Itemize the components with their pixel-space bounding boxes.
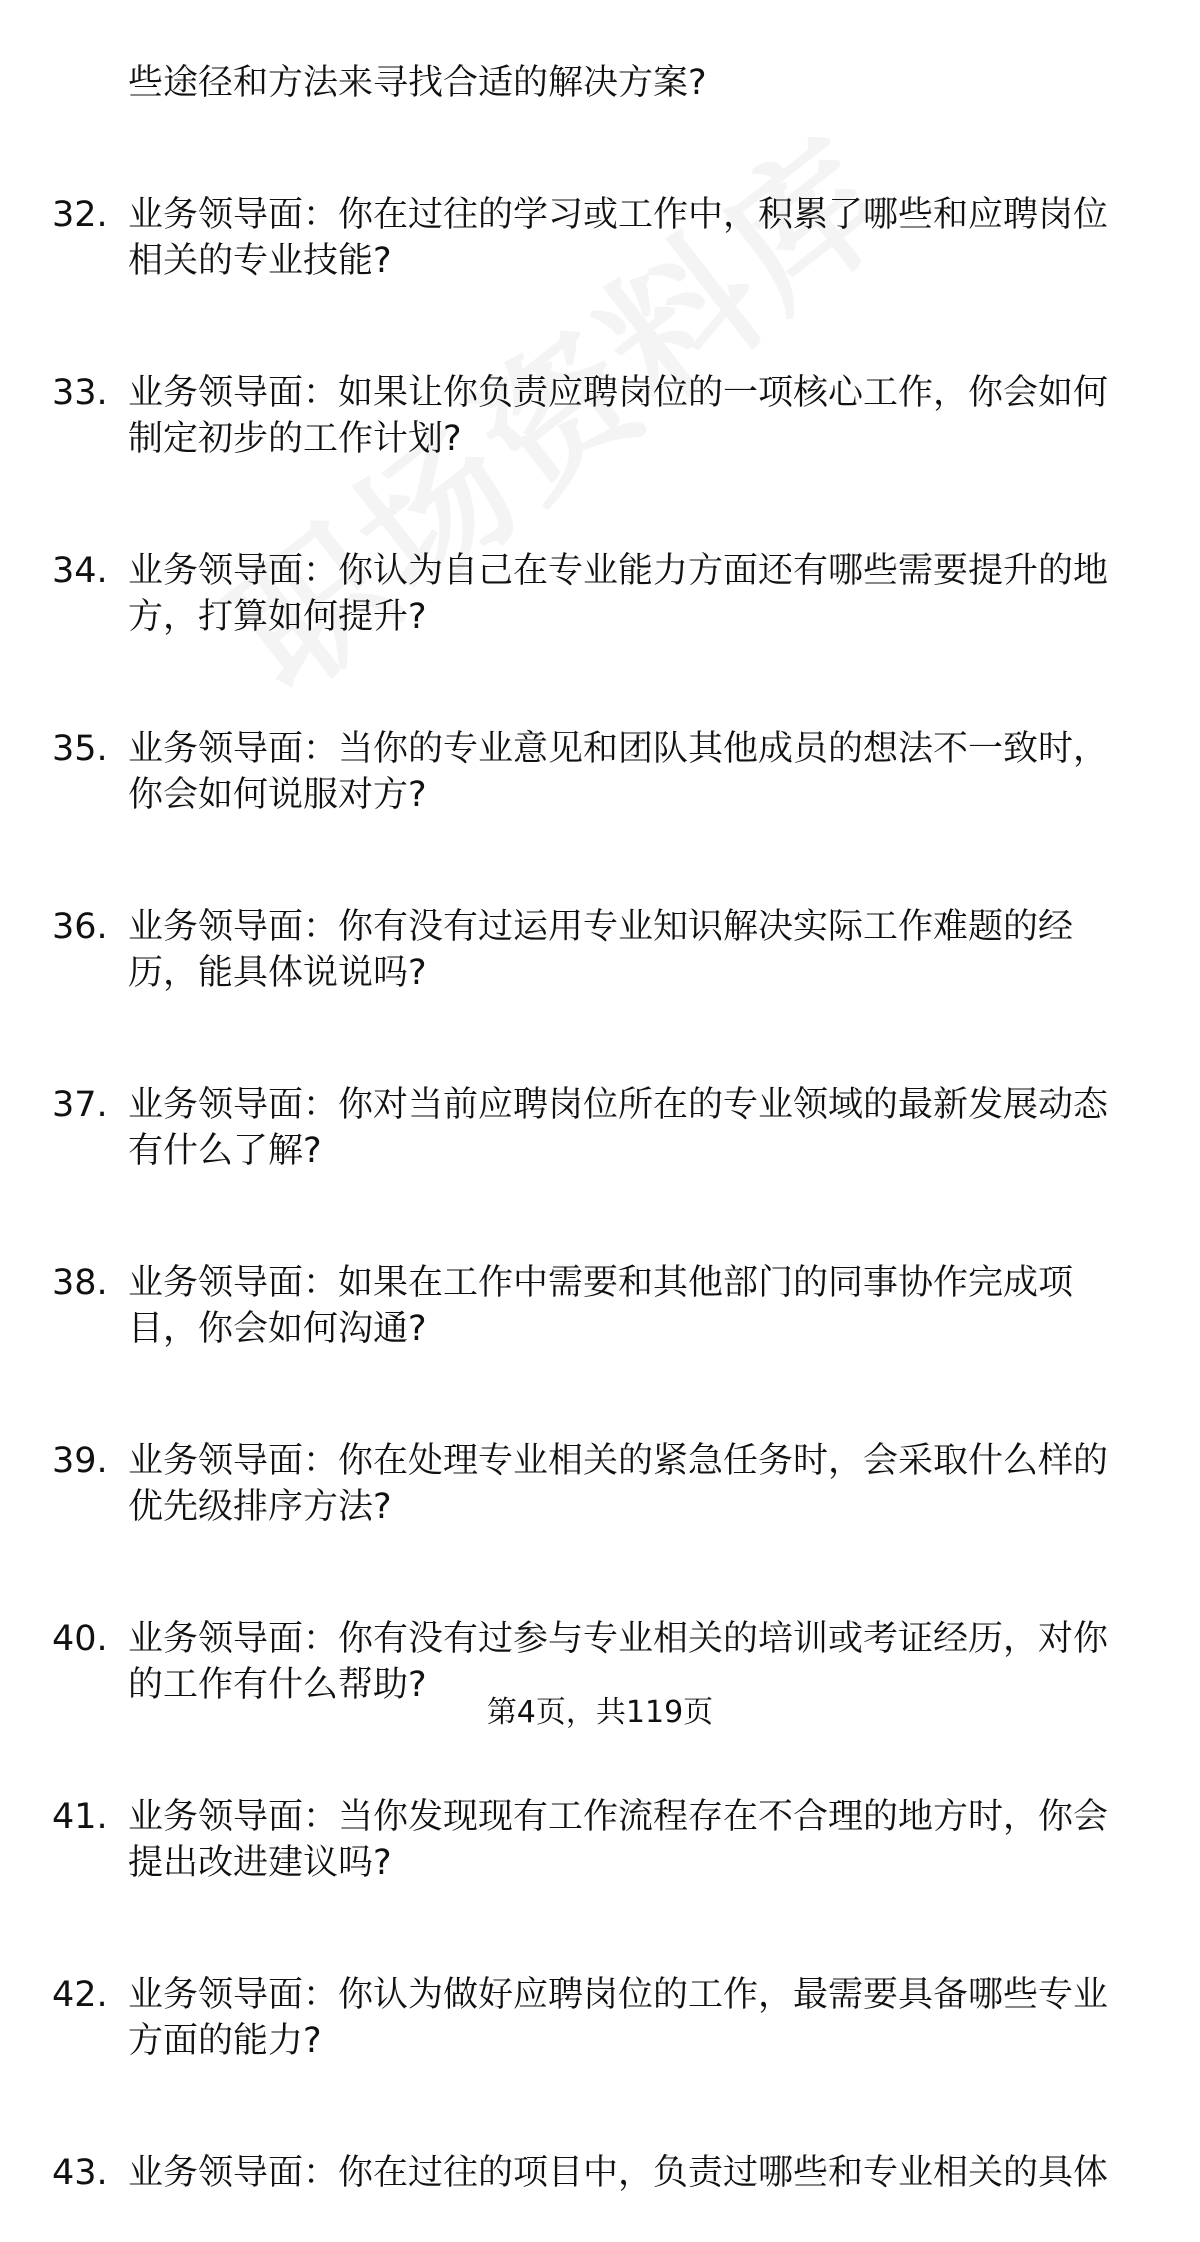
question-text-line: 业务领导面：如果在工作中需要和其他部门的同事协作完成项 (128, 1263, 1074, 1303)
question-text-line: 目，你会如何沟通? (128, 1309, 427, 1349)
question-text-line: 业务领导面：如果让你负责应聘岗位的一项核心工作，你会如何 (128, 373, 1109, 413)
question-number: 40. (52, 1619, 108, 1659)
question-number: 41. (52, 1797, 108, 1837)
question-text-line: 业务领导面：你在过往的项目中，负责过哪些和专业相关的具体 (128, 2153, 1109, 2193)
question-number: 42. (52, 1975, 108, 2015)
question-item (0, 1794, 1200, 1886)
question-item (0, 370, 1200, 462)
page-number: 第4页，共119页 (486, 1695, 714, 1730)
question-number: 37. (52, 1085, 108, 1125)
question-text-line: 方，打算如何提升? (128, 597, 427, 637)
question-text-line: 的工作有什么帮助? (128, 1665, 427, 1705)
continued-line: 些途径和方法来寻找合适的解决方案? (128, 63, 707, 103)
question-number: 38. (52, 1263, 108, 1303)
question-item (0, 192, 1200, 284)
question-text-line: 业务领导面：当你的专业意见和团队其他成员的想法不一致时， (128, 729, 1109, 769)
question-number: 39. (52, 1441, 108, 1481)
question-number: 36. (52, 907, 108, 947)
question-item (0, 1082, 1200, 1174)
question-list (0, 60, 1200, 2242)
question-item (0, 1260, 1200, 1352)
question-text-line: 业务领导面：你在过往的学习或工作中，积累了哪些和应聘岗位 (128, 195, 1109, 235)
question-text-line: 业务领导面：你对当前应聘岗位所在的专业领域的最新发展动态 (128, 1085, 1109, 1125)
question-item (0, 548, 1200, 640)
question-text-line: 业务领导面：当你发现现有工作流程存在不合理的地方时，你会 (128, 1797, 1109, 1837)
question-text-line: 业务领导面：你有没有过运用专业知识解决实际工作难题的经 (128, 907, 1074, 947)
question-item (0, 726, 1200, 818)
question-text-line: 历，能具体说说吗? (128, 953, 427, 993)
question-text-line: 制定初步的工作计划? (128, 419, 462, 459)
question-text-line: 业务领导面：你认为自己在专业能力方面还有哪些需要提升的地 (128, 551, 1109, 591)
question-item (0, 1438, 1200, 1530)
question-number: 34. (52, 551, 108, 591)
question-item (0, 904, 1200, 996)
question-text-line: 你会如何说服对方? (128, 775, 427, 815)
question-text-line: 优先级排序方法? (128, 1487, 392, 1527)
question-text-line: 方面的能力? (128, 2021, 322, 2061)
question-text-line: 有什么了解? (128, 1131, 322, 1171)
question-text-line: 业务领导面：你在处理专业相关的紧急任务时，会采取什么样的 (128, 1441, 1109, 1481)
question-text-line: 业务领导面：你认为做好应聘岗位的工作，最需要具备哪些专业 (128, 1975, 1109, 2015)
question-number: 43. (52, 2153, 108, 2193)
question-text-line: 业务领导面：你有没有过参与专业相关的培训或考证经历，对你 (128, 1619, 1109, 1659)
question-text-line: 相关的专业技能? (128, 241, 392, 281)
question-item (0, 2150, 1200, 2242)
question-item (0, 1972, 1200, 2064)
question-text-line: 提出改进建议吗? (128, 1843, 392, 1883)
question-number: 33. (52, 373, 108, 413)
question-number: 32. (52, 195, 108, 235)
question-number: 35. (52, 729, 108, 769)
